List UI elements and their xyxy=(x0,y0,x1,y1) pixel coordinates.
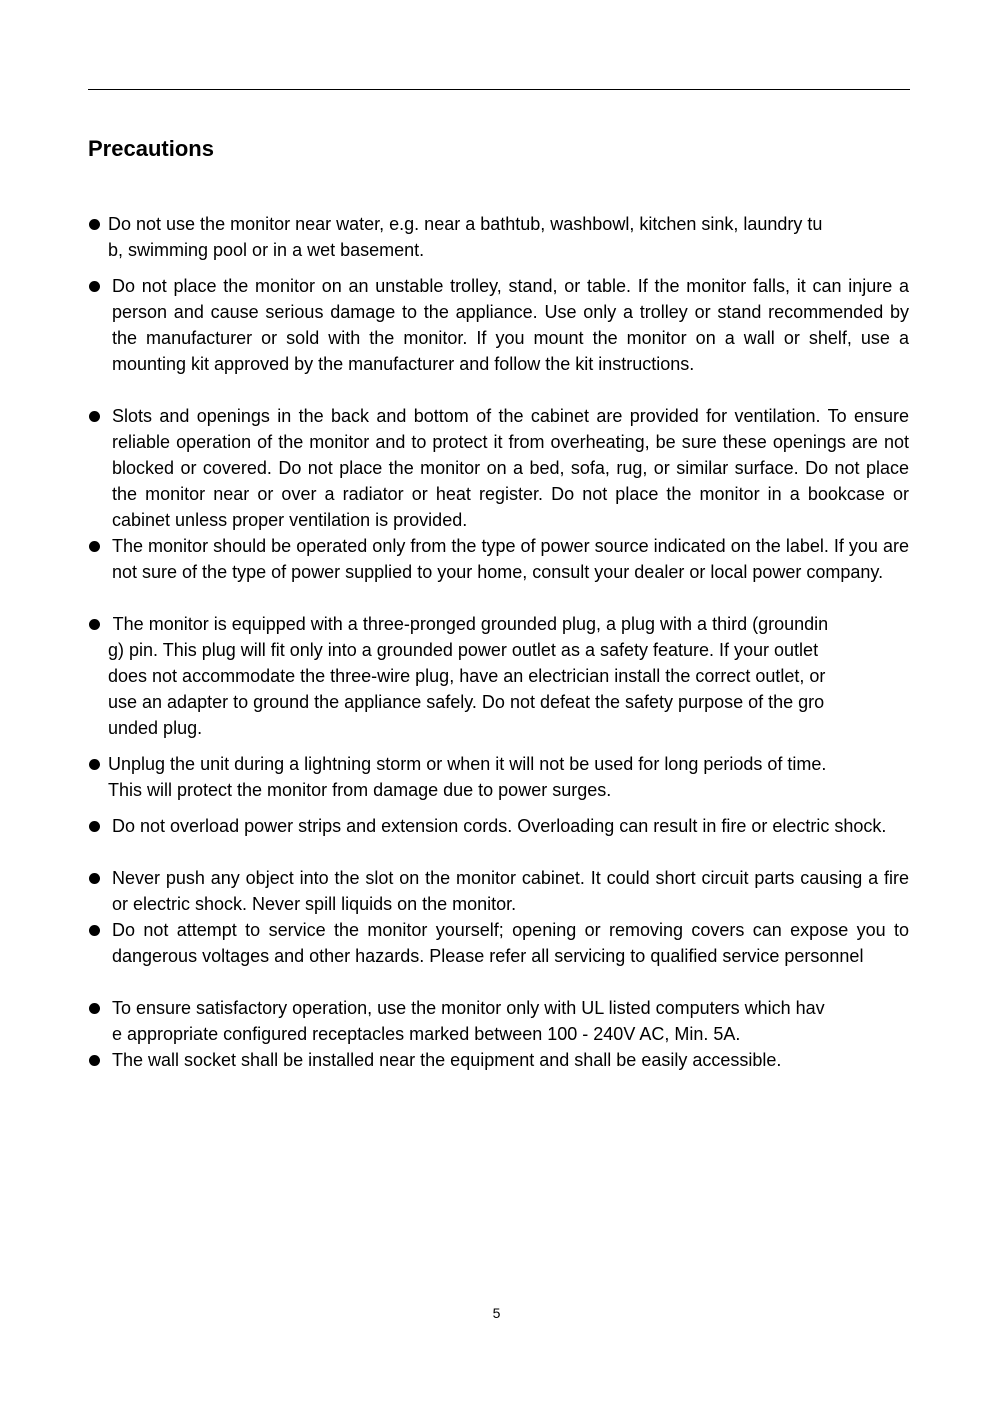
item-text-line: To ensure satisfactory operation, use the monitor only with UL listed computers which hav xyxy=(112,998,825,1018)
item-text-line: Do not use the monitor near water, e.g. near a bathtub, washbowl, kitchen sink, laundry tu xyxy=(108,214,823,234)
item-text: The monitor should be operated only from the type of power source indicated on the label. If you are not sure of the type of power supplied to your home, consult your dealer or local power company. xyxy=(112,536,909,582)
item-text-line: does not accommodate the three-wire plug, have an electrician install the correct outlet, or xyxy=(108,666,826,686)
item-text-line: This will protect the monitor from damage due to power surges. xyxy=(108,780,612,800)
item-text-line: b, swimming pool or in a wet basement. xyxy=(108,240,425,260)
item-text: Do not attempt to service the monitor yourself; opening or removing covers can expose you to dangerous voltages and other hazards. Please refer all servicing to qualified service personnel xyxy=(112,920,909,966)
bullet-icon xyxy=(89,759,100,770)
bullet-icon xyxy=(89,619,100,630)
bullet-icon xyxy=(89,219,100,230)
header-rule xyxy=(88,89,910,90)
item-text-line: g) pin. This plug will fit only into a grounded power outlet as a safety feature. If your outlet xyxy=(108,640,819,660)
item-text-line: unded plug. xyxy=(108,718,203,738)
item-text-line: e appropriate configured receptacles marked between 100 - 240V AC, Min. 5A. xyxy=(112,1024,741,1044)
bullet-icon xyxy=(89,925,100,936)
bullet-icon xyxy=(89,1003,100,1014)
item-text-line: Unplug the unit during a lightning storm or when it will not be used for long periods of time. xyxy=(108,754,827,774)
bullet-icon xyxy=(89,281,100,292)
item-text: Slots and openings in the back and bottom of the cabinet are provided for ventilation. To ensure reliable operation of the monitor and to protect it from overheating, be sure these openings are not blocked or covered. Do not place the monitor on a bed, sofa, rug, or similar surface. Do not place the monitor near or over a radiator or heat register. Do not place the monitor in a bookcase or cabinet unless proper ventilation is provided. xyxy=(112,406,909,530)
bullet-icon xyxy=(89,873,100,884)
item-text-line: The monitor is equipped with a three-pronged grounded plug, a plug with a third (groundin xyxy=(108,614,829,634)
bullet-icon xyxy=(89,541,100,552)
page-title: Precautions xyxy=(88,136,214,161)
item-text-line: use an adapter to ground the appliance safely. Do not defeat the safety purpose of the gro xyxy=(108,692,825,712)
bullet-icon xyxy=(89,821,100,832)
item-text: Never push any object into the slot on the monitor cabinet. It could short circuit parts causing a fire or electric shock. Never spill liquids on the monitor. xyxy=(112,868,909,914)
item-text: The wall socket shall be installed near the equipment and shall be easily accessible. xyxy=(112,1050,782,1070)
bullet-icon xyxy=(89,1055,100,1066)
item-text: Do not place the monitor on an unstable trolley, stand, or table. If the monitor falls, it can injure a person and cause serious damage to the appliance. Use only a trolley or stand recommended by the manufacturer or sold with the monitor. If you mount the monitor on a wall or shelf, use a mounting kit approved by the manufacturer and follow the kit instructions. xyxy=(112,276,909,374)
bullet-icon xyxy=(89,411,100,422)
item-text: Do not overload power strips and extension cords. Overloading can result in fire or electric shock. xyxy=(112,816,887,836)
page-number: 5 xyxy=(492,1305,501,1321)
